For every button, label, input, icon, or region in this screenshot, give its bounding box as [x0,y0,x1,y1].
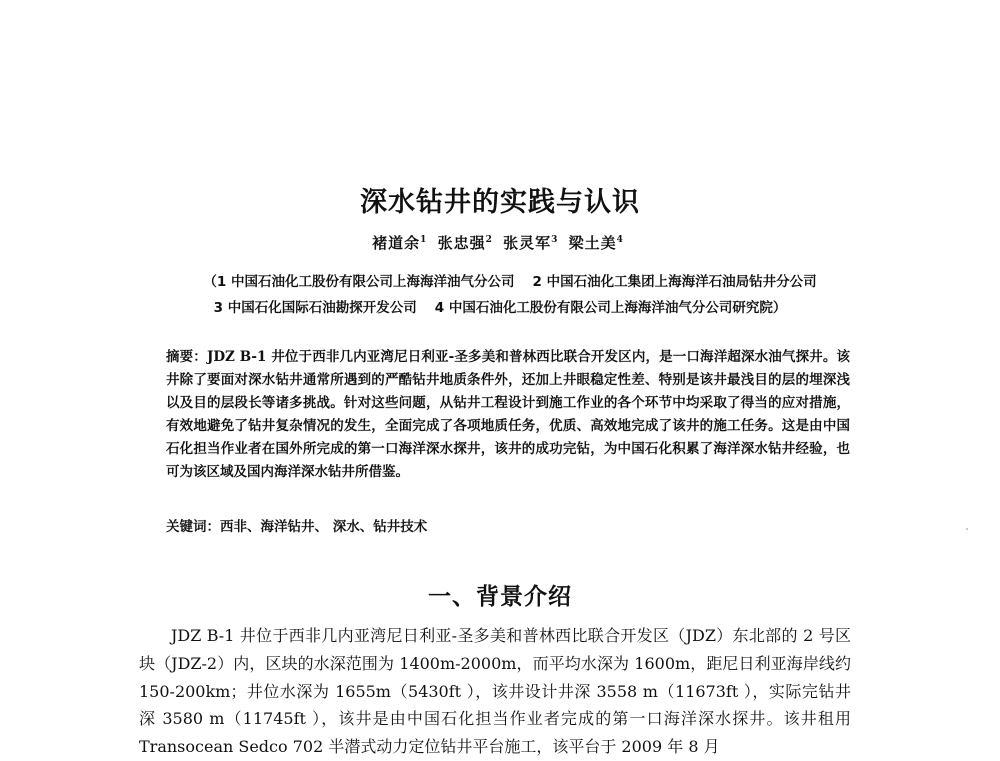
paper-title: 深水钻井的实践与认识 [360,187,640,218]
author-mark: 2 [485,235,493,245]
author-list [0,232,1000,253]
keywords-text: 西非、海洋钻井、 深水、钻井技术 [220,519,428,535]
affiliation-1: （1 中国石油化工股份有限公司上海海洋油气分公司 [203,274,515,290]
abstract-text: JDZ B-1 井位于西非几内亚湾尼日利亚-圣多美和普林西比联合开发区内，是一口海洋超深水油气探井。该井除了要面对深水钻井通常所遇到的严酷钻井地质条件外，还加上井眼稳定性差、特别是该井最浅目的层的埋深浅以及目的层段长等诸多挑战。针对这些问题，从钻井工程设计到施工作业的各个环节中均采取了得当的应对措施，有效地避免了钻井复杂情况的发生，全面完成了各项地质任务，优质、高效地完成了该井的施工任务。这是由中国石化担当作业者在国外所完成的第一口海洋深水探井，该井的成功完钻，为中国石化积累了海洋深水钻井经验，也可为该区域及国内海洋深水钻井所借鉴。 [166,349,851,480]
author-mark: 3 [551,235,559,245]
section-heading: 一、背景介绍 [428,583,572,610]
scan-speck [966,528,968,530]
author-name: 褚道余 [372,234,421,252]
author-name: 梁土美 [568,234,617,252]
keywords [166,515,427,535]
author-name: 张忠强 [437,234,486,252]
keywords-label: 关键词： [166,519,220,535]
affiliation-line-1 [10,270,1000,290]
affiliation-2: 2 中国石油化工集团上海海洋石油局钻井分公司 [532,274,817,290]
author-name: 张灵军 [503,234,552,252]
author-mark: 4 [616,235,624,245]
affiliation-4: 4 中国石油化工股份有限公司上海海洋油气分公司研究院） [434,300,787,316]
affiliation-line-2 [0,296,1000,316]
abstract-label: 摘要： [166,349,207,365]
abstract [166,346,850,483]
author-mark: 1 [420,235,428,245]
affiliation-3: 3 中国石化国际石油勘探开发公司 [213,300,417,316]
body-paragraph: JDZ B-1 井位于西非几内亚湾尼日利亚-圣多美和普林西比联合开发区（JDZ）东北部的 2 号区块（JDZ-2）内，区块的水深范围为 1400m-2000m，而平均水深为 1600m，距尼日利亚海岸线约 150-200km；井位水深为 1655m（5430ft ），该井设计井深 3558 m（11673ft ），实际完钻井深 3580 m（11745ft ），该井是由中国石化担当作业者完成的第一口海洋深水探井。该井租用 Transocean Sedco 702 半潜式动力定位钻井平台施工，该平台于 2009 年 8 月 [139,626,851,757]
